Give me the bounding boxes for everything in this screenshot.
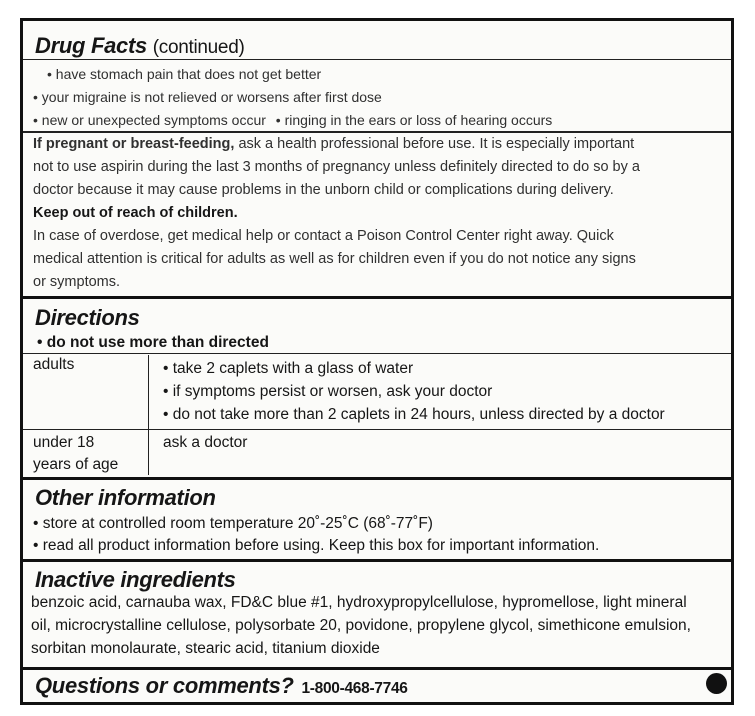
directions-row-divider (23, 429, 731, 430)
drug-facts-panel (20, 18, 734, 705)
under18-label-1: under 18 (33, 434, 95, 451)
overdose-line-1: In case of overdose, get medical help or contact a Poison Control Center right away. Quick (33, 228, 614, 244)
drug-facts-title-suffix: (continued) (152, 37, 245, 58)
phone-number: 1-800-468-7746 (301, 680, 408, 697)
adults-item: • do not take more than 2 caplets in 24 hours, unless directed by a doctor (163, 406, 665, 424)
inactive-ingredients-line: sorbitan monolaurate, stearic acid, titanium dioxide (31, 640, 380, 657)
adults-item: • take 2 caplets with a glass of water (163, 360, 413, 378)
pregnant-line-3: doctor because it may cause problems in the unborn child or complications during delivery. (33, 182, 614, 198)
inactive-ingredients-title: Inactive ingredients (35, 567, 236, 592)
directions-title: Directions (35, 305, 140, 330)
overdose-line-3: or symptoms. (33, 274, 121, 290)
questions-title (35, 673, 408, 699)
other-information-item: • store at controlled room temperature 20˚-25˚C (68˚-77˚F) (33, 515, 433, 533)
stop-use-row (33, 112, 552, 128)
directions-divider (23, 353, 731, 354)
pregnant-line-2: not to use aspirin during the last 3 months of pregnancy unless definitely directed to do so by a (33, 159, 640, 175)
under18-label-2: years of age (33, 456, 119, 473)
section-divider (23, 131, 731, 133)
inactive-ingredients-section (23, 562, 731, 670)
adults-label: adults (33, 356, 75, 373)
other-information-title: Other information (35, 485, 216, 510)
pregnant-heading: If pregnant or breast-feeding, (33, 136, 235, 152)
pregnant-line-1 (33, 136, 634, 152)
under18-text: ask a doctor (163, 434, 248, 451)
inactive-ingredients-line: benzoic acid, carnauba wax, FD&C blue #1, hydroxypropylcellulose, hypromellose, light mineral (31, 594, 687, 611)
stop-use-item: • ringing in the ears or loss of hearing occurs (276, 112, 553, 128)
black-dot-icon (706, 673, 727, 694)
drug-facts-title (35, 33, 245, 59)
directions-column-divider (148, 355, 149, 475)
drug-facts-section (23, 21, 731, 299)
questions-title-text: Questions or comments? (35, 673, 294, 698)
adults-item: • if symptoms persist or worsen, ask your doctor (163, 383, 492, 401)
other-information-item: • read all product information before using. Keep this box for important information. (33, 537, 599, 555)
pregnant-text: ask a health professional before use. It is especially important (238, 136, 635, 152)
stop-use-item: • have stomach pain that does not get better (47, 66, 321, 82)
stop-use-item: • your migraine is not relieved or worsens after first dose (33, 89, 382, 105)
title-divider (23, 59, 731, 60)
keep-out-warning: Keep out of reach of children. (33, 205, 238, 221)
stop-use-item: • new or unexpected symptoms occur (33, 112, 266, 128)
directions-section (23, 299, 731, 480)
directions-warning: • do not use more than directed (37, 334, 269, 352)
overdose-line-2: medical attention is critical for adults as well as for children even if you do not notice any signs (33, 251, 636, 267)
inactive-ingredients-line: oil, microcrystalline cellulose, polysorbate 20, povidone, propylene glycol, simethicone emulsion, (31, 617, 691, 634)
questions-section (23, 670, 731, 702)
other-information-section (23, 480, 731, 562)
drug-facts-title-text: Drug Facts (35, 33, 147, 58)
